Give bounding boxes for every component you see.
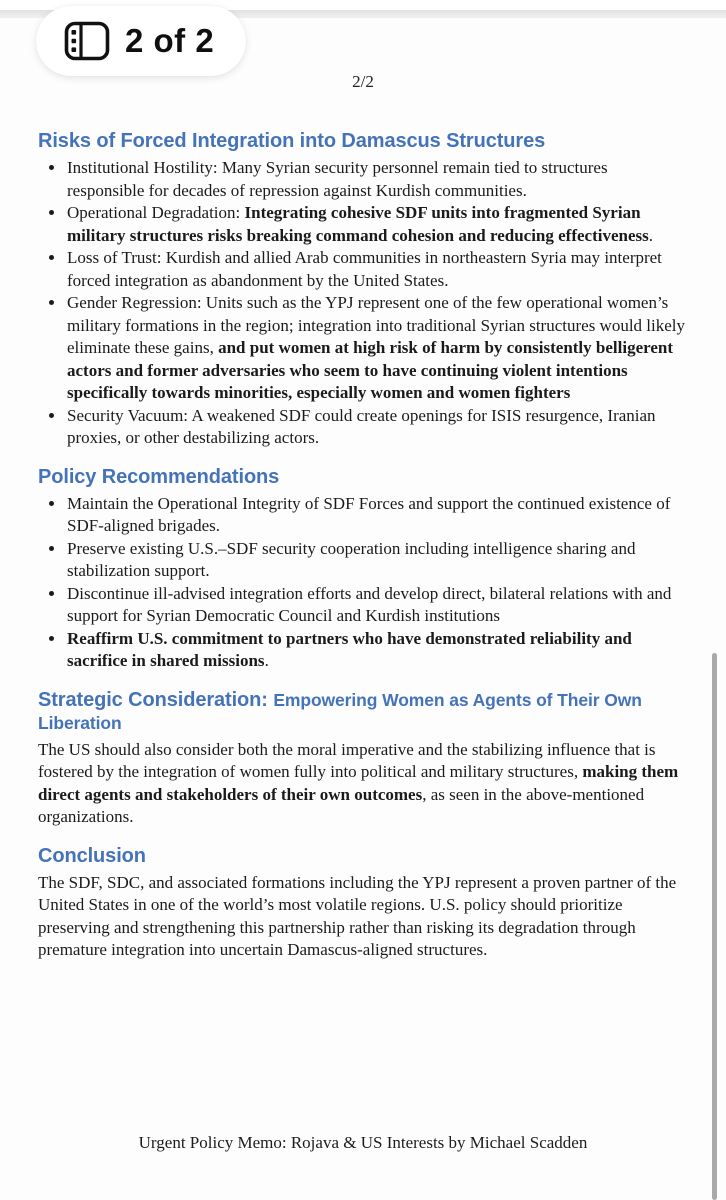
scrollbar[interactable] [712, 653, 717, 1200]
text-segment: Preserve existing U.S.–SDF security cooperation including intelligence sharing and stabilization support. [67, 538, 636, 580]
section-heading [38, 845, 688, 868]
pages-panel-icon [64, 21, 110, 61]
text-segment: Gender Regression: Units such as the YPJ represent one of the few operational women’s military formations in the region; integration into traditional Syrian structures would likely eliminate these gains, [67, 293, 686, 357]
text-segment: . [264, 651, 269, 670]
bullet-item [66, 292, 688, 405]
text-segment: Discontinue ill-advised integration efforts and develop direct, bilateral relations with and support for Syrian Democratic Council and Kurdish institutions [67, 583, 672, 625]
page-footer: Urgent Policy Memo: Rojava & US Interests by Michael Scadden [138, 1133, 588, 1152]
text-segment: . [648, 225, 654, 245]
text-segment: Integrating cohesive SDF units into fragmented Syrian military structures risks breaking command cohesion and reducing effectiveness [67, 203, 649, 245]
page-number-header: 2/2 [352, 72, 374, 91]
text-segment: Institutional Hostility: Many Syrian security personnel remain tied to structures responsible for decades of repression against Kurdish communities. [67, 158, 608, 200]
text-segment: The SDF, SDC, and associated formations including the YPJ represent a proven partner of the United States in one of the world’s most volatile regions. U.S. policy should prioritize preserving and strengthening this partnership rather than risking its degradation through premature integration into uncertain Damascus-aligned structures. [38, 872, 677, 959]
text-segment: Conclusion [38, 844, 146, 867]
bullet-item [66, 405, 688, 450]
bullet-item [66, 202, 688, 247]
text-segment: Risks of Forced Integration into Damascus Structures [38, 130, 546, 152]
bullet-item [66, 583, 688, 628]
document-body [38, 130, 688, 962]
text-segment: The US should also consider both the moral imperative and the stabilizing influence that is fostered by the integration of women fully into political and military structures, [38, 739, 656, 781]
bullet-list [38, 493, 688, 673]
paragraph [38, 739, 688, 829]
text-segment: Strategic Consideration: [38, 688, 274, 711]
page-indicator-pill[interactable] [36, 6, 246, 76]
text-segment: Security Vacuum: A weakened SDF could create openings for ISIS resurgence, Iranian proxies, or other destabilizing actors. [67, 405, 656, 447]
document-page [0, 18, 726, 1200]
section-heading [38, 689, 688, 735]
text-segment: Empowering Women as Agents of Their Own Liberation [38, 689, 642, 733]
bullet-item [66, 493, 688, 538]
bullet-item [66, 247, 688, 292]
bullet-item [66, 538, 688, 583]
bullet-item [66, 628, 688, 673]
text-segment: Reaffirm U.S. commitment to partners who have demonstrated reliability and sacrifice in shared missions [67, 628, 632, 670]
text-segment: Loss of Trust: Kurdish and allied Arab communities in northeastern Syria may interpret forced integration as abandonment by the United States. [67, 248, 662, 290]
text-segment: making them direct agents and stakeholders of their own outcomes [38, 762, 679, 804]
section-heading [38, 466, 688, 489]
text-segment: Policy Recommendations [38, 465, 280, 488]
paragraph [38, 872, 688, 962]
text-segment: , as seen in the above-mentioned organizations. [38, 784, 645, 826]
text-segment: Operational Degradation: [67, 203, 245, 222]
text-segment: and put women at high risk of harm by consistently belligerent actors and former adversaries who seem to have continuing violent intentions specifically towards minorities, especially women and women fighters [67, 338, 674, 402]
bullet-item [66, 157, 688, 202]
page-indicator-label: 2 of 2 [125, 22, 215, 59]
section-heading [38, 130, 688, 153]
text-segment: Maintain the Operational Integrity of SDF Forces and support the continued existence of SDF-aligned brigades. [67, 493, 671, 535]
bullet-list [38, 157, 688, 450]
